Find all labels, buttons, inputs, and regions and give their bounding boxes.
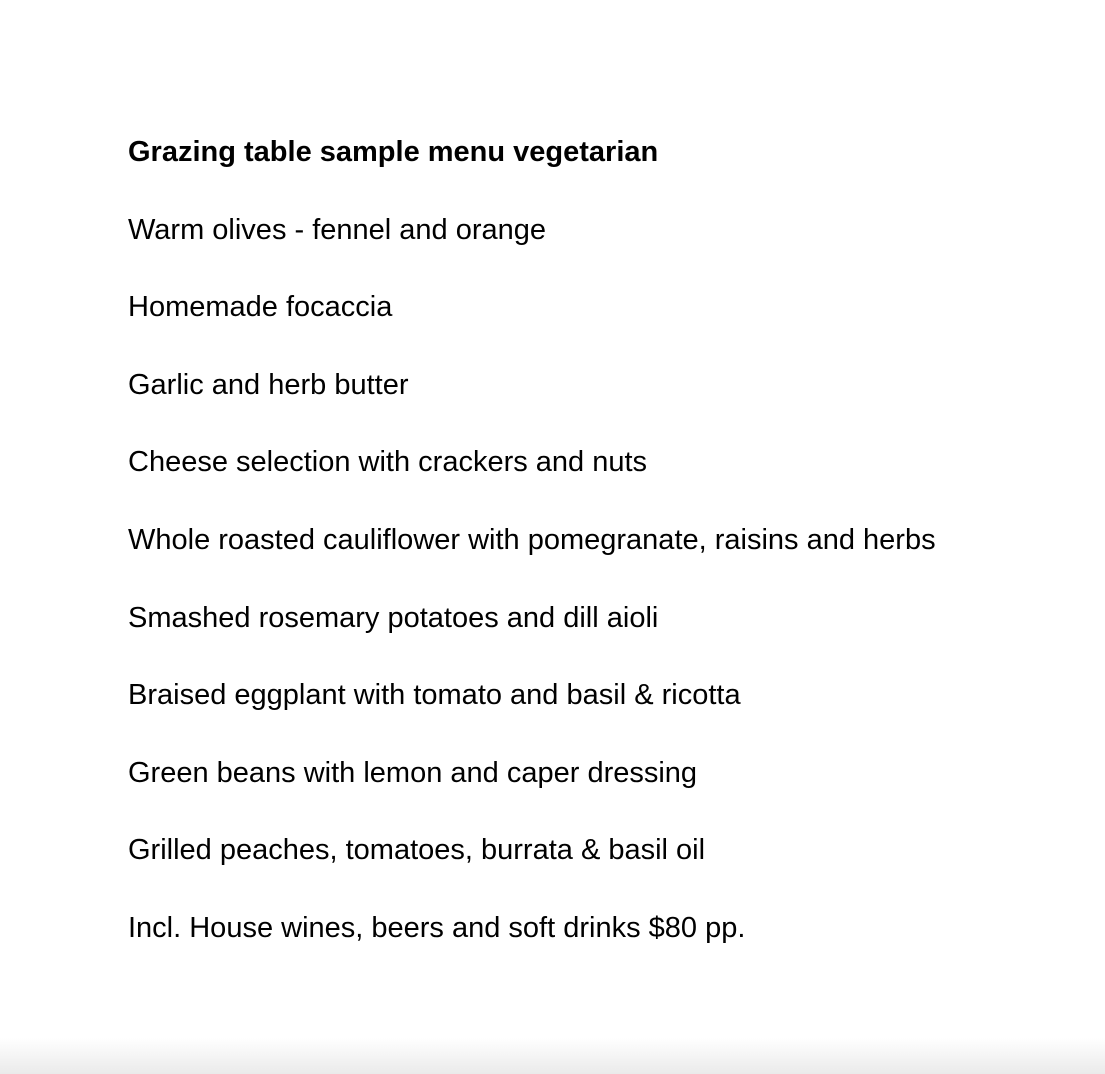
menu-item: Grilled peaches, tomatoes, burrata & basil oil <box>128 834 706 867</box>
document-body <box>128 134 1068 946</box>
menu-item: Warm olives - fennel and orange <box>128 213 547 246</box>
menu-item: Garlic and herb butter <box>128 368 409 401</box>
menu-item: Whole roasted cauliflower with pomegranate, raisins and herbs <box>128 523 936 556</box>
menu-title: Grazing table sample menu vegetarian <box>128 136 659 168</box>
menu-item: Braised eggplant with tomato and basil & ricotta <box>128 679 741 712</box>
menu-item: Cheese selection with crackers and nuts <box>128 446 648 479</box>
menu-item: Smashed rosemary potatoes and dill aioli <box>128 601 659 634</box>
page-bottom-shadow <box>0 1038 1105 1074</box>
menu-item: Homemade focaccia <box>128 291 393 324</box>
menu-item: Green beans with lemon and caper dressing <box>128 756 698 789</box>
price-note: Incl. House wines, beers and soft drinks $80 pp. <box>128 911 746 944</box>
menu-list <box>128 212 1068 869</box>
